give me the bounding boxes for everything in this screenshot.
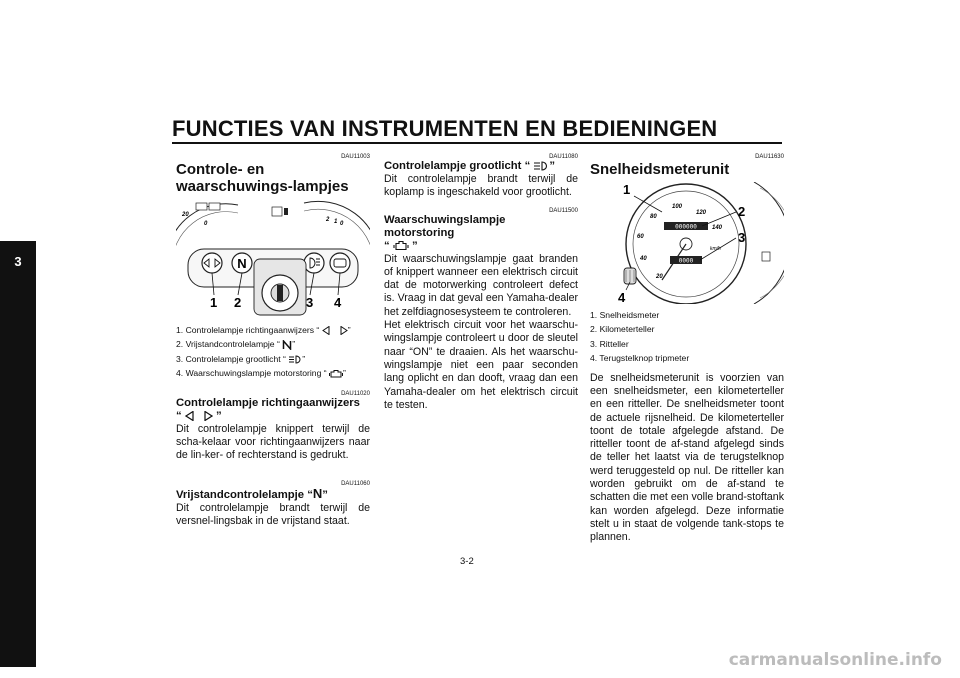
page-title: FUNCTIES VAN INSTRUMENTEN EN BEDIENINGEN	[172, 116, 718, 141]
speed-mark: 120	[696, 210, 707, 216]
section-title-speedometer-unit: Snelheidsmeterunit	[590, 161, 730, 178]
neutral-symbol: N	[312, 485, 323, 501]
subsection-title-high-beam: Controlelampje grootlicht “ ”	[384, 160, 556, 172]
column-1	[176, 148, 370, 528]
speed-mark: 100	[672, 204, 683, 210]
gauge-number: 2	[326, 217, 330, 223]
caption-item: 2. Kilometerteller	[590, 324, 655, 335]
turn-signal-icon	[322, 326, 348, 335]
engine-trouble-icon	[393, 240, 409, 251]
subsection-body-high-beam: Dit controlelampje brandt terwijl de koplamp is ingeschakeld voor grootlicht.	[384, 173, 578, 199]
doc-code: DAU11020	[341, 390, 370, 397]
speed-mark: 60	[637, 234, 644, 240]
subsection-title-neutral: Vrijstandcontrolelampje “N”	[176, 485, 328, 501]
callout-number: 3	[738, 230, 746, 245]
column-2	[384, 148, 578, 412]
gauge-number: 0	[204, 221, 208, 227]
title-rule	[172, 142, 782, 144]
caption-item: 1. Controlelampje richtingaanwijzers “ ”	[176, 325, 351, 335]
subsection-title-engine-trouble: Waarschuwingslampje motorstoring	[384, 213, 506, 239]
callout-number: 4	[334, 295, 342, 310]
neutral-icon	[282, 340, 292, 350]
doc-code: DAU11500	[549, 207, 578, 214]
gauge-number: 20	[182, 212, 189, 218]
turn-signal-icon	[185, 411, 213, 421]
callout-number: 2	[738, 204, 746, 219]
chapter-number: 3	[14, 254, 22, 269]
page-number: 3-2	[460, 556, 474, 567]
subsection-body-engine-trouble: Dit waarschuwingslampje gaat branden of knippert wanneer een elektrisch circuit dat de motorwerking controleert defect is. Vraag in dat geval een Yamaha-dealer het zelfdiagnosesysteem te controleren. Het elektrisch circuit voor het waarschu-wingslampje controleert u door de sleutel naar “ON” te draaien. Als het waarschu-wingslampje niet een paar seconden lang oplicht en dan dooft, vraag dan een Yamaha-dealer om het elektrisch circuit te testen.	[384, 252, 578, 411]
speed-unit: km/h	[710, 246, 721, 252]
odometer-readout: 000000	[675, 223, 697, 231]
n-symbol: N	[237, 256, 247, 271]
subsection-title-turn-signal: Controlelampje richtingaanwijzers	[176, 396, 360, 409]
high-beam-icon	[533, 161, 549, 171]
callout-number: 3	[306, 295, 314, 310]
caption-item: 4. Waarschuwingslampje motorstoring “ ”	[176, 368, 346, 379]
caption-list	[176, 323, 370, 381]
high-beam-icon	[288, 355, 302, 364]
watermark: carmanualsonline.info	[728, 650, 942, 670]
engine-trouble-icon	[329, 369, 343, 379]
subsection-body-neutral: Dit controlelampje brandt terwijl de versnel-lingsbak in de vrijstand staat.	[176, 501, 370, 527]
speed-mark: 80	[650, 214, 657, 220]
gauge-number: 0	[340, 221, 344, 227]
speed-mark: 140	[712, 225, 723, 231]
caption-item: 2. Vrijstandcontrolelampje “ ”	[176, 339, 296, 350]
caption-list	[590, 308, 784, 366]
speed-mark: 40	[640, 256, 647, 262]
indicator-panel-illustration	[176, 199, 370, 319]
doc-code: DAU11003	[341, 154, 370, 160]
caption-item: 3. Ritteller	[590, 338, 629, 349]
doc-code: DAU11060	[341, 480, 370, 487]
section-title-warning-lights: Controle- en waarschuwings-lampjes	[176, 161, 349, 195]
tripmeter-readout: 0000	[678, 257, 694, 265]
subsection-title-engine-trouble-icon-line: “ ”	[384, 239, 418, 252]
subsection-body-turn-signal: Dit controlelampje knippert terwijl de scha-kelaar voor richtingaanwijzers naar de lin-ker- of rechterstand is gedrukt.	[176, 422, 370, 462]
chapter-tab	[0, 241, 36, 667]
subsection-title-turn-signal-icon-line: “ ”	[176, 409, 222, 422]
column-3	[590, 148, 784, 544]
caption-item: 3. Controlelampje grootlicht “ ”	[176, 353, 306, 364]
caption-item: 4. Terugstelknop tripmeter	[590, 353, 690, 364]
callout-number: 1	[210, 295, 218, 310]
doc-code: DAU11630	[755, 154, 784, 160]
callout-number: 1	[623, 182, 631, 197]
doc-code: DAU11080	[549, 154, 578, 160]
callout-number: 2	[234, 295, 242, 310]
speedometer-unit-body: De snelheidsmeterunit is voorzien van een snelheidsmeter, een kilometerteller en een ritteller. De snelheidsmeter toont de actuele rijsnelheid. De kilometerteller toont de totale afgelegde afstand. De ritteller toont de af-stand afgelegd sinds de teller het laatst via de terugstelknop werd teruggesteld op nul. De ritteller kan worden gebruikt om de af-stand te schatten die met een volle brand-stoftank kan worden afgelegd. Deze informatie stelt u in staat de volgende tank-stops te plannen.	[590, 371, 784, 544]
gauge-number: 1	[334, 219, 338, 225]
speed-mark: 20	[656, 274, 663, 280]
speedometer-illustration	[590, 182, 784, 304]
caption-item: 1. Snelheidsmeter	[590, 310, 660, 320]
callout-number: 4	[618, 290, 626, 304]
